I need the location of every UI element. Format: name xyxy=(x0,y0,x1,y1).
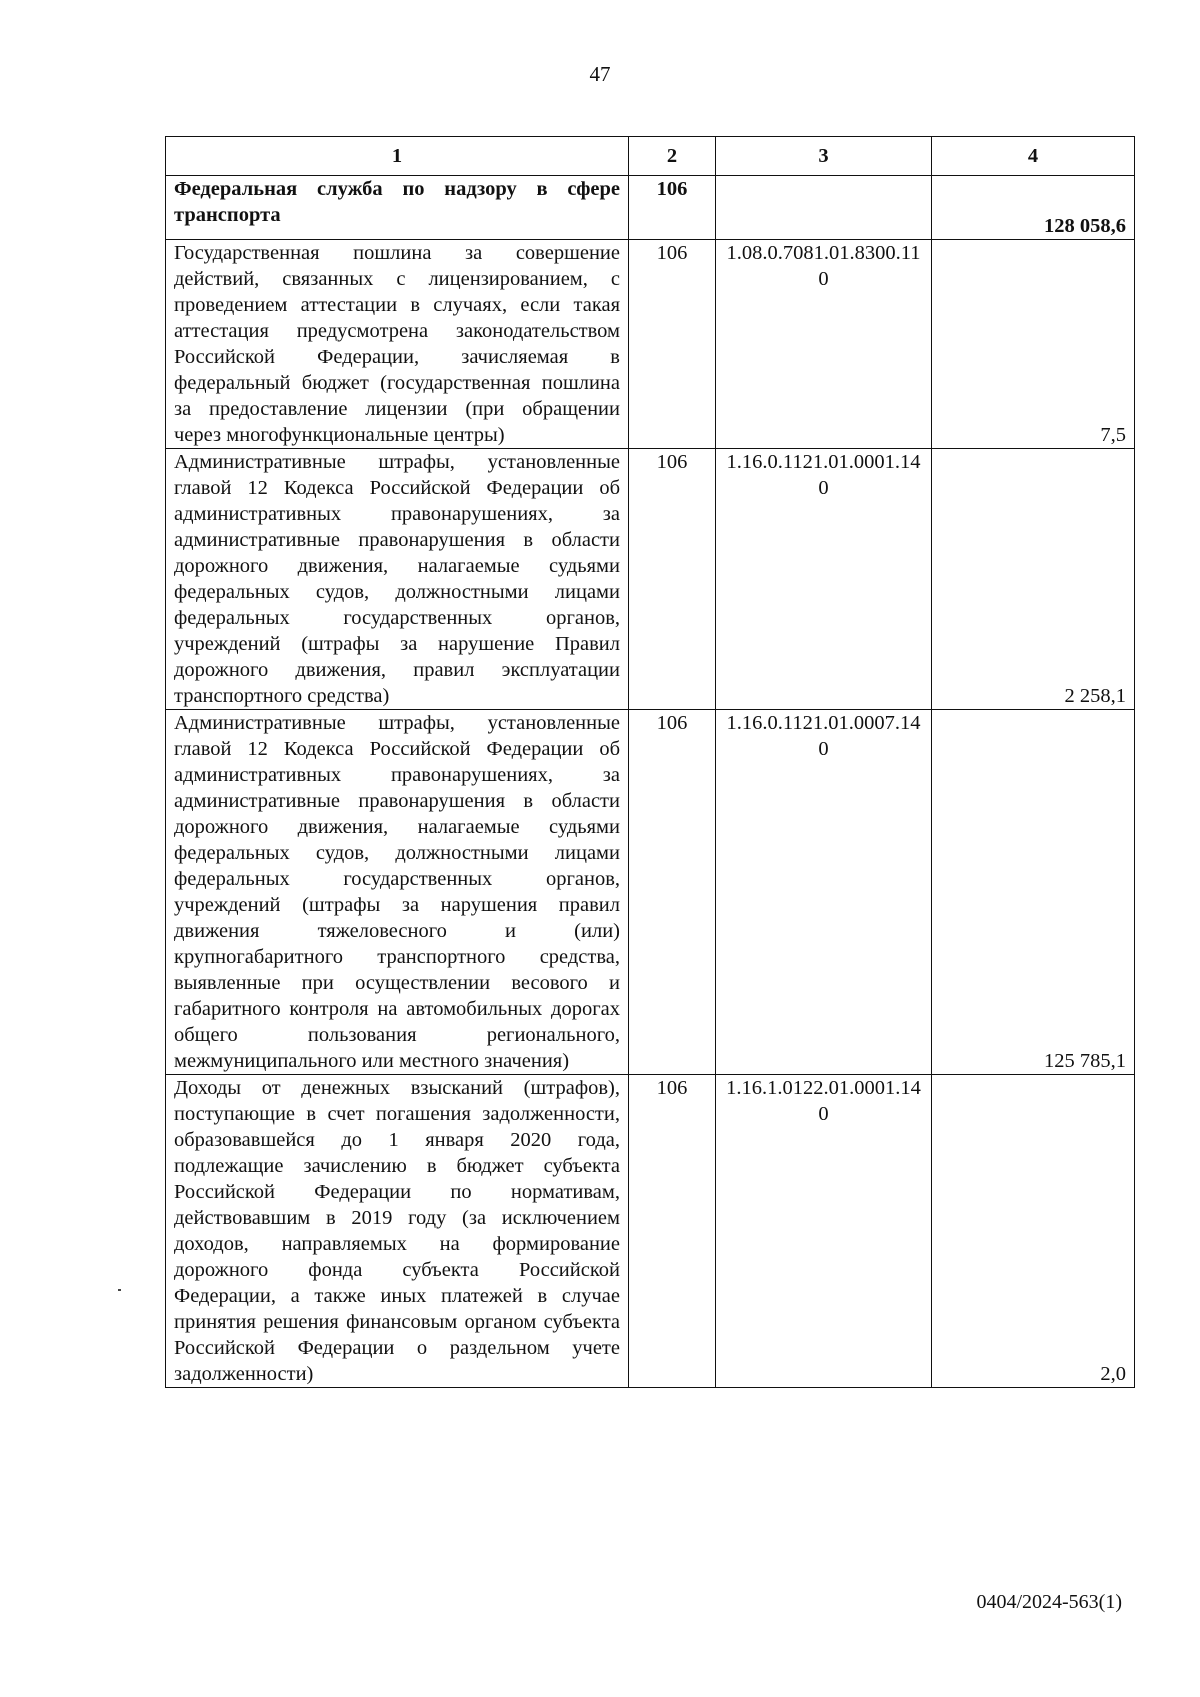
table-row xyxy=(166,1075,1135,1388)
column-header-3: 3 xyxy=(716,137,932,176)
row-name: Доходы от денежных взысканий (штрафов), поступающие в счет погашения задолженности, образовавшейся до 1 января 2020 года, подлежащие зачислению в бюджет субъекта Российской Федерации по нормативам, действовавшим в 2019 году (за исключением доходов, направляемых на формирование дорожного фонда субъекта Российской Федерации, а также иных платежей в случае принятия решения финансовым органом субъекта Российской Федерации о раздельном учете задолженности) xyxy=(166,1075,629,1388)
row-budget-code xyxy=(716,176,932,240)
row-admin-code: 106 xyxy=(629,710,716,1075)
row-sum: 128 058,6 xyxy=(932,176,1135,240)
scan-artifact-mark xyxy=(118,1289,121,1291)
row-budget-code: 1.16.1.0122.01.0001.140 xyxy=(716,1075,932,1388)
row-budget-code: 1.08.0.7081.01.8300.110 xyxy=(716,240,932,449)
revenue-table xyxy=(165,136,1135,1388)
document-reference: 0404/2024-563(1) xyxy=(976,1591,1122,1613)
row-budget-code: 1.16.0.1121.01.0007.140 xyxy=(716,710,932,1075)
row-admin-code: 106 xyxy=(629,176,716,240)
row-admin-code: 106 xyxy=(629,1075,716,1388)
row-name: Административные штрафы, установленные главой 12 Кодекса Российской Федерации об административных правонарушениях, за административные правонарушения в области дорожного движения, налагаемые судьями федеральных судов, должностными лицами федеральных государственных органов, учреждений (штрафы за нарушение Правил дорожного движения, правил эксплуатации транспортного средства) xyxy=(166,449,629,710)
row-budget-code: 1.16.0.1121.01.0001.140 xyxy=(716,449,932,710)
row-name: Административные штрафы, установленные главой 12 Кодекса Российской Федерации об административных правонарушениях, за административные правонарушения в области дорожного движения, налагаемые судьями федеральных судов, должностными лицами федеральных государственных органов, учреждений (штрафы за нарушения правил движения тяжеловесного и (или) крупногабаритного транспортного средства, выявленные при осуществлении весового и габаритного контроля на автомобильных дорогах общего пользования регионального, межмуниципального или местного значения) xyxy=(166,710,629,1075)
column-header-2: 2 xyxy=(629,137,716,176)
page-number: 47 xyxy=(589,62,611,86)
row-admin-code: 106 xyxy=(629,449,716,710)
row-sum: 2 258,1 xyxy=(932,449,1135,710)
column-header-1: 1 xyxy=(166,137,629,176)
row-sum: 125 785,1 xyxy=(932,710,1135,1075)
row-name: Государственная пошлина за совершение действий, связанных с лицензированием, с проведением аттестации в случаях, если такая аттестация предусмотрена законодательством Российской Федерации, зачисляемая в федеральный бюджет (государственная пошлина за предоставление лицензии (при обращении через многофункциональные центры) xyxy=(166,240,629,449)
table-row xyxy=(166,240,1135,449)
row-sum: 7,5 xyxy=(932,240,1135,449)
table-row xyxy=(166,710,1135,1075)
row-admin-code: 106 xyxy=(629,240,716,449)
table-row-agency xyxy=(166,176,1135,240)
table-header-row xyxy=(166,137,1135,176)
table-row xyxy=(166,449,1135,710)
row-sum: 2,0 xyxy=(932,1075,1135,1388)
column-header-4: 4 xyxy=(932,137,1135,176)
row-name: Федеральная служба по надзору в сфере транспорта xyxy=(166,176,629,240)
